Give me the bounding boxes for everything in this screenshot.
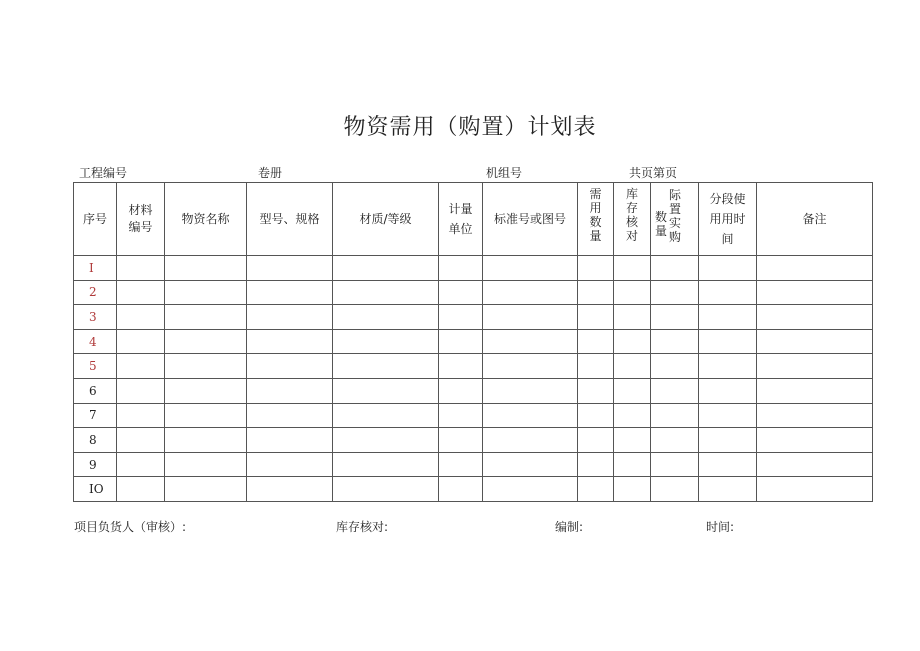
project-no-label: 工程编号 [79,166,128,180]
table-cell [651,305,699,330]
table-cell [247,428,333,453]
plan-table [73,182,873,502]
table-cell [614,477,651,502]
table-cell [439,477,483,502]
table-row [74,452,873,477]
table-row [74,378,873,403]
table-cell [757,378,873,403]
table-cell [483,477,578,502]
table-cell [165,256,247,281]
table-cell [699,305,757,330]
header-actual-top: 际置实购 [668,188,681,244]
table-cell [578,354,614,379]
table-row [74,256,873,281]
header-actual-left: 数量 [654,210,667,238]
table-cell [333,378,439,403]
table-cell [117,354,165,379]
table-cell [483,354,578,379]
table-cell [333,280,439,305]
header-actual-qty [651,183,699,256]
row-number: 5 [74,354,117,379]
row-number: 3 [74,305,117,330]
table-cell [757,305,873,330]
footer-stock: 库存核对: [336,520,389,534]
table-cell [247,305,333,330]
header-name: 物资名称 [165,183,247,256]
header-row [74,183,873,256]
table-cell [614,329,651,354]
table-cell [578,280,614,305]
table-cell [439,452,483,477]
table-cell [651,256,699,281]
table-cell [165,477,247,502]
table-cell [578,329,614,354]
table-cell [757,256,873,281]
table-cell [247,452,333,477]
table-cell [699,452,757,477]
table-cell [117,403,165,428]
table-cell [614,403,651,428]
table-cell [699,477,757,502]
page-title: 物资需用（购置）计划表 [343,115,597,140]
table-cell [333,428,439,453]
table-cell [614,280,651,305]
unit-group-label: 机组号 [486,166,523,180]
table-cell [483,329,578,354]
table-cell [757,280,873,305]
row-number: 8 [74,428,117,453]
table-cell [578,305,614,330]
table-row [74,354,873,379]
table-cell [439,256,483,281]
table-row [74,428,873,453]
table-cell [483,305,578,330]
row-number: IO [74,477,117,502]
table-cell [483,280,578,305]
header-stock-check: 库存核对 [614,183,651,256]
table-cell [439,305,483,330]
table-cell [614,256,651,281]
table-cell [651,378,699,403]
table-cell [333,256,439,281]
table-cell [757,477,873,502]
table-cell [439,329,483,354]
table-cell [165,305,247,330]
table-cell [333,477,439,502]
header-seq: 序号 [74,183,117,256]
table-cell [483,428,578,453]
row-number: 6 [74,378,117,403]
table-row [74,403,873,428]
header-unit: 计量单位 [439,183,483,256]
row-number: 2 [74,280,117,305]
table-cell [439,378,483,403]
table-cell [117,305,165,330]
table-cell [333,452,439,477]
table-cell [757,329,873,354]
table-cell [578,428,614,453]
table-row [74,280,873,305]
table-cell [165,354,247,379]
table-cell [699,256,757,281]
table-cell [578,477,614,502]
table-cell [247,378,333,403]
footer-manager: 项目负货人（审核）: [74,520,187,534]
table-cell [651,403,699,428]
table-cell [247,280,333,305]
row-number: 4 [74,329,117,354]
footer-editor: 编制: [555,520,584,534]
table-row [74,305,873,330]
table-cell [117,280,165,305]
table-row [74,329,873,354]
table-cell [333,329,439,354]
table-cell [614,354,651,379]
table-cell [699,329,757,354]
table-cell [117,477,165,502]
header-standard: 标准号或图号 [483,183,578,256]
table-cell [578,452,614,477]
table-cell [247,329,333,354]
table-cell [614,428,651,453]
table-cell [165,428,247,453]
table-cell [333,305,439,330]
table-cell [247,256,333,281]
table-cell [699,378,757,403]
table-cell [483,403,578,428]
table-cell [651,452,699,477]
table-cell [439,354,483,379]
table-cell [699,354,757,379]
table-cell [117,329,165,354]
header-material-grade: 材质/等级 [333,183,439,256]
table-cell [614,452,651,477]
table-cell [483,256,578,281]
header-need-qty: 需用数量 [578,183,614,256]
table-cell [117,256,165,281]
table-cell [247,403,333,428]
table-cell [439,428,483,453]
table-cell [757,354,873,379]
row-number: 9 [74,452,117,477]
table-cell [651,329,699,354]
table-cell [651,428,699,453]
table-cell [165,280,247,305]
header-schedule: 分段使用用时间 [699,183,757,256]
table-cell [578,378,614,403]
table-cell [439,403,483,428]
table-cell [699,403,757,428]
header-model: 型号、规格 [247,183,333,256]
table-cell [117,378,165,403]
footer-time: 时间: [706,520,735,534]
table-cell [614,378,651,403]
table-cell [247,354,333,379]
header-material-no: 材料编号 [117,183,165,256]
table-cell [439,280,483,305]
table-cell [651,477,699,502]
table-cell [699,280,757,305]
header-remark: 备注 [757,183,873,256]
table-row [74,477,873,502]
table-cell [578,256,614,281]
row-number: 7 [74,403,117,428]
table-cell [165,378,247,403]
table-cell [757,403,873,428]
table-cell [165,329,247,354]
table-cell [699,428,757,453]
table-cell [483,378,578,403]
table-cell [247,477,333,502]
pages-label: 共页第页 [629,166,678,180]
table-cell [483,452,578,477]
table-cell [117,428,165,453]
table-cell [757,452,873,477]
table-cell [651,354,699,379]
table-cell [333,403,439,428]
table-cell [757,428,873,453]
volume-label: 卷册 [258,166,283,180]
row-number: I [74,256,117,281]
table-cell [578,403,614,428]
table-cell [117,452,165,477]
table-cell [333,354,439,379]
table-cell [614,305,651,330]
table-cell [651,280,699,305]
table-cell [165,452,247,477]
table-cell [165,403,247,428]
